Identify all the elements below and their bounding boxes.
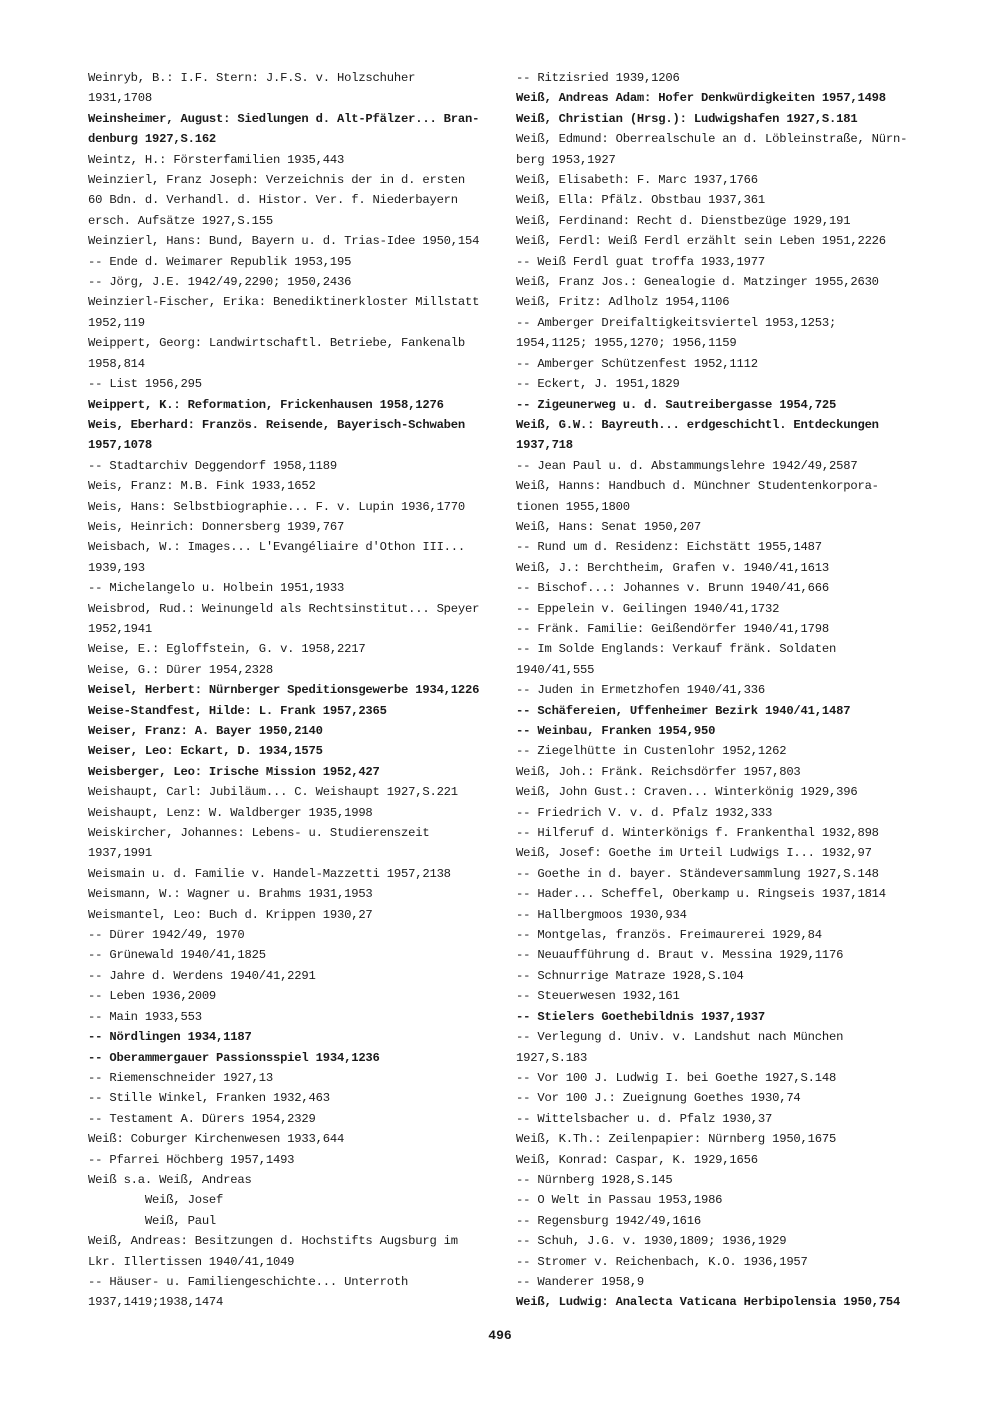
entry-line: -- Stielers Goethebildnis 1937,1937 <box>516 1009 765 1024</box>
entry-line: -- Amberger Schützenfest 1952,1112 <box>516 356 758 371</box>
entry-line: -- O Welt in Passau 1953,1986 <box>516 1193 723 1208</box>
entry-line: -- Bischof...: Johannes v. Brunn 1940/41,666 <box>516 581 830 596</box>
entry-line: Weis, Heinrich: Donnersberg 1939,767 <box>88 519 345 534</box>
index-entry <box>516 1068 936 1088</box>
index-entry <box>88 170 500 231</box>
index-entry <box>516 1109 936 1129</box>
entry-continuation-line: 1937,1991 <box>88 846 153 861</box>
entry-line: -- Im Solde Englands: Verkauf fränk. Soldaten <box>516 642 837 657</box>
index-entry <box>88 292 500 333</box>
entry-line: Weishaupt, Lenz: W. Waldberger 1935,1998 <box>88 805 373 820</box>
index-entry <box>516 374 936 394</box>
index-entry <box>88 395 500 415</box>
entry-line: Weiser, Franz: A. Bayer 1950,2140 <box>88 724 323 738</box>
entry-continuation-line: berg 1953,1927 <box>516 152 616 167</box>
right-column <box>516 68 936 1313</box>
entry-line: Weisbach, W.: Images... L'Evangéliaire d'Othon III... <box>88 540 466 555</box>
index-entry <box>516 1231 936 1251</box>
entry-line: Weippert, K.: Reformation, Frickenhausen 1958,1276 <box>88 397 444 412</box>
index-entry <box>516 578 936 598</box>
entry-line: -- Vor 100 J. Ludwig I. bei Goethe 1927,S.148 <box>516 1070 837 1085</box>
entry-line: -- Nürnberg 1928,S.145 <box>516 1172 673 1187</box>
index-entry <box>516 129 936 170</box>
index-entry <box>516 1007 936 1027</box>
entry-continuation-line: 1939,193 <box>88 560 145 575</box>
index-entry <box>516 1211 936 1231</box>
entry-line: Weiß, Christian (Hrsg.): Ludwigshafen 1927,S.181 <box>516 111 858 126</box>
index-entry <box>88 415 500 456</box>
index-entry <box>88 660 500 680</box>
index-entry <box>516 88 936 108</box>
entry-continuation-line: 1931,1708 <box>88 91 153 106</box>
entry-line: -- Weinbau, Franken 1954,950 <box>516 724 716 738</box>
index-entry <box>516 558 936 578</box>
index-entry <box>88 150 500 170</box>
index-entry <box>516 803 936 823</box>
index-entry <box>516 1129 936 1149</box>
index-entry <box>88 864 500 884</box>
entry-line: -- Verlegung d. Univ. v. Landshut nach München <box>516 1030 844 1045</box>
entry-line: Weise, G.: Dürer 1954,2328 <box>88 662 273 677</box>
entry-continuation-line: 1927,S.183 <box>516 1050 588 1065</box>
entry-line: -- Weiß Ferdl guat troffa 1933,1977 <box>516 254 765 269</box>
index-entry <box>88 476 500 496</box>
index-entry <box>516 680 936 700</box>
entry-line: Weiß: Coburger Kirchenwesen 1933,644 <box>88 1132 345 1147</box>
entry-line: -- Ritzisried 1939,1206 <box>516 71 680 85</box>
index-entry <box>88 803 500 823</box>
index-entry <box>516 1190 936 1210</box>
index-entry <box>88 1170 500 1231</box>
index-entry <box>88 109 500 150</box>
index-entry <box>516 456 936 476</box>
index-entry <box>516 884 936 904</box>
entry-line: -- Stromer v. Reichenbach, K.O. 1936,1957 <box>516 1254 808 1269</box>
index-entry <box>88 1088 500 1108</box>
index-entry <box>516 864 936 884</box>
entry-line: -- Testament A. Dürers 1954,2329 <box>88 1111 316 1126</box>
index-entry <box>88 497 500 517</box>
index-entry <box>88 721 500 741</box>
entry-line: Weiß, Ferdinand: Recht d. Dienstbezüge 1929,191 <box>516 213 851 228</box>
index-entry <box>88 762 500 782</box>
entry-line: Weiß, Ferdl: Weiß Ferdl erzählt sein Leben 1951,2226 <box>516 234 886 249</box>
index-entry <box>88 252 500 272</box>
index-entry <box>516 741 936 761</box>
entry-line: -- Grünewald 1940/41,1825 <box>88 948 266 963</box>
entry-line: -- Vor 100 J.: Zueignung Goethes 1930,74 <box>516 1091 801 1106</box>
index-entry <box>88 333 500 374</box>
index-entry <box>516 272 936 292</box>
entry-line: -- Stadtarchiv Deggendorf 1958,1189 <box>88 458 337 473</box>
index-entry <box>516 1170 936 1190</box>
index-entry <box>88 823 500 864</box>
index-entry <box>516 1272 936 1292</box>
entry-line: Weinzierl-Fischer, Erika: Benediktinerkloster Millstatt <box>88 295 480 310</box>
entry-line: Weiß, Andreas Adam: Hofer Denkwürdigkeiten 1957,1498 <box>516 91 886 106</box>
index-entry <box>516 966 936 986</box>
entry-line: Weiß, G.W.: Bayreuth... erdgeschichtl. Entdeckungen <box>516 417 879 432</box>
index-entry <box>88 701 500 721</box>
entry-line: -- Neuaufführung d. Braut v. Messina 1929,1176 <box>516 948 844 963</box>
index-entry <box>516 782 936 802</box>
index-entry <box>516 190 936 210</box>
entry-line: Weise-Standfest, Hilde: L. Frank 1957,2365 <box>88 703 387 718</box>
entry-line: Weismantel, Leo: Buch d. Krippen 1930,27 <box>88 907 373 922</box>
entry-line: -- Rund um d. Residenz: Eichstätt 1955,1487 <box>516 540 822 555</box>
entry-continuation-line: Weiß, Josef <box>88 1193 224 1208</box>
index-entry <box>516 905 936 925</box>
entry-continuation-line: 60 Bdn. d. Verhandl. d. Histor. Ver. f. Niederbayern <box>88 193 458 208</box>
index-entry <box>88 456 500 476</box>
entry-line: Weiß, K.Th.: Zeilenpapier: Nürnberg 1950,1675 <box>516 1132 837 1147</box>
entry-line: -- Friedrich V. v. d. Pfalz 1932,333 <box>516 805 773 820</box>
entry-line: Weismain u. d. Familie v. Handel-Mazzetti 1957,2138 <box>88 866 451 881</box>
entry-line: -- Leben 1936,2009 <box>88 989 217 1004</box>
index-entry <box>88 1048 500 1068</box>
index-entry <box>88 68 500 109</box>
index-entry <box>516 109 936 129</box>
entry-line: Weiß, Andreas: Besitzungen d. Hochstifts Augsburg im <box>88 1234 458 1249</box>
entry-line: Weiß, Ella: Pfälz. Obstbau 1937,361 <box>516 193 765 208</box>
index-entry <box>88 272 500 292</box>
index-entry <box>516 231 936 251</box>
entry-line: Weismann, W.: Wagner u. Brahms 1931,1953 <box>88 887 373 902</box>
entry-line: -- Pfarrei Höchberg 1957,1493 <box>88 1152 295 1167</box>
index-entry <box>516 925 936 945</box>
index-entry <box>516 945 936 965</box>
entry-continuation-line: 1940/41,555 <box>516 662 595 677</box>
entry-line: Weisberger, Leo: Irische Mission 1952,427 <box>88 764 380 779</box>
entry-continuation-line: 1952,119 <box>88 315 145 330</box>
entry-line: Weis, Franz: M.B. Fink 1933,1652 <box>88 479 316 494</box>
index-entry <box>88 884 500 904</box>
index-entry <box>88 905 500 925</box>
index-entry <box>516 762 936 782</box>
index-entry <box>88 782 500 802</box>
entry-line: -- Oberammergauer Passionsspiel 1934,1236 <box>88 1050 380 1065</box>
entry-line: Weiß, Fritz: Adlholz 1954,1106 <box>516 295 730 310</box>
entry-line: -- Wanderer 1958,9 <box>516 1274 645 1289</box>
index-entry <box>88 517 500 537</box>
index-entry <box>516 639 936 680</box>
entry-continuation-line: tionen 1955,1800 <box>516 499 630 514</box>
index-entry <box>516 619 936 639</box>
entry-line: -- Jahre d. Werdens 1940/41,2291 <box>88 968 316 983</box>
index-entry <box>88 374 500 394</box>
entry-line: -- Nördlingen 1934,1187 <box>88 1030 252 1045</box>
index-entry <box>88 966 500 986</box>
entry-line: -- Eckert, J. 1951,1829 <box>516 377 680 392</box>
entry-line: Weiß, Hans: Senat 1950,207 <box>516 519 701 534</box>
index-entry <box>516 68 936 88</box>
entry-line: -- Zigeunerweg u. d. Sautreibergasse 1954,725 <box>516 397 837 412</box>
index-entry <box>516 701 936 721</box>
entry-line: Weinsheimer, August: Siedlungen d. Alt-Pfälzer... Bran- <box>88 111 480 126</box>
index-entry <box>516 211 936 231</box>
index-entry <box>516 823 936 843</box>
left-column <box>88 68 500 1313</box>
index-entry <box>516 986 936 1006</box>
index-entry <box>88 1129 500 1149</box>
index-entry <box>516 170 936 190</box>
entry-continuation-line: 1937,718 <box>516 438 573 453</box>
index-entry <box>516 415 936 456</box>
index-entry <box>88 1109 500 1129</box>
index-entry <box>88 986 500 1006</box>
entry-line: Weis, Hans: Selbstbiographie... F. v. Lupin 1936,1770 <box>88 499 466 514</box>
entry-line: -- Montgelas, französ. Freimaurerei 1929,84 <box>516 928 822 943</box>
index-entry <box>88 1027 500 1047</box>
entry-continuation-line: 1954,1125; 1955,1270; 1956,1159 <box>516 336 737 351</box>
index-entry <box>516 721 936 741</box>
entry-continuation-line: ersch. Aufsätze 1927,S.155 <box>88 213 273 228</box>
entry-line: Weiß, Konrad: Caspar, K. 1929,1656 <box>516 1152 758 1167</box>
entry-line: Weiß, John Gust.: Craven... Winterkönig 1929,396 <box>516 785 858 800</box>
entry-line: Weiß, Hanns: Handbuch d. Münchner Studentenkorpora- <box>516 479 879 494</box>
entry-continuation-line: denburg 1927,S.162 <box>88 132 217 147</box>
index-entry <box>516 252 936 272</box>
index-entry <box>88 231 500 251</box>
index-entry <box>88 537 500 578</box>
entry-line: Weinryb, B.: I.F. Stern: J.F.S. v. Holzschuher <box>88 71 416 85</box>
index-entry <box>88 1068 500 1088</box>
page-number: 496 <box>488 1328 512 1343</box>
index-entry <box>88 1231 500 1272</box>
entry-line: Weiß, Elisabeth: F. Marc 1937,1766 <box>516 173 758 188</box>
index-entry <box>88 1150 500 1170</box>
entry-line: -- Dürer 1942/49, 1970 <box>88 928 245 943</box>
index-entry <box>516 313 936 354</box>
index-entry <box>516 354 936 374</box>
entry-line: -- Hilferuf d. Winterkönigs f. Frankenthal 1932,898 <box>516 826 879 841</box>
entry-line: -- Stille Winkel, Franken 1932,463 <box>88 1091 330 1106</box>
entry-line: -- Amberger Dreifaltigkeitsviertel 1953,1253; <box>516 315 837 330</box>
entry-continuation-line: 1952,1941 <box>88 621 153 636</box>
index-entry <box>88 680 500 700</box>
entry-line: Weiser, Leo: Eckart, D. 1934,1575 <box>88 744 323 759</box>
entry-line: Weise, E.: Egloffstein, G. v. 1958,2217 <box>88 642 366 657</box>
entry-line: -- List 1956,295 <box>88 377 202 392</box>
entry-line: -- Hader... Scheffel, Oberkamp u. Ringseis 1937,1814 <box>516 887 886 902</box>
entry-line: Weis, Eberhard: Französ. Reisende, Bayerisch-Schwaben <box>88 417 466 432</box>
entry-line: Weiß, Edmund: Oberrealschule an d. Löbleinstraße, Nürn- <box>516 132 908 147</box>
index-entry <box>88 639 500 659</box>
entry-line: -- Schäfereien, Uffenheimer Bezirk 1940/41,1487 <box>516 703 851 718</box>
index-entry <box>516 292 936 312</box>
entry-line: Weiß, Ludwig: Analecta Vaticana Herbipolensia 1950,754 <box>516 1295 901 1310</box>
entry-continuation-line: 1958,814 <box>88 356 145 371</box>
entry-line: -- Ziegelhütte in Custenlohr 1952,1262 <box>516 744 787 759</box>
index-entry <box>516 1150 936 1170</box>
entry-line: -- Schuh, J.G. v. 1930,1809; 1936,1929 <box>516 1234 787 1249</box>
entry-line: Weiß, Franz Jos.: Genealogie d. Matzinger 1955,2630 <box>516 275 879 290</box>
index-entry <box>516 395 936 415</box>
index-entry <box>516 517 936 537</box>
entry-line: -- Steuerwesen 1932,161 <box>516 989 680 1004</box>
entry-line: -- Riemenschneider 1927,13 <box>88 1070 273 1085</box>
index-entry <box>88 1272 500 1313</box>
entry-line: -- Goethe in d. bayer. Ständeversammlung 1927,S.148 <box>516 866 879 881</box>
entry-line: -- Hallbergmoos 1930,934 <box>516 907 687 922</box>
entry-line: -- Jörg, J.E. 1942/49,2290; 1950,2436 <box>88 275 352 290</box>
index-entry <box>516 1088 936 1108</box>
entry-continuation-line: Weiß, Paul <box>88 1213 217 1228</box>
entry-line: Weippert, Georg: Landwirtschaftl. Betriebe, Fankenalb <box>88 336 466 351</box>
index-entry <box>516 476 936 517</box>
index-entry <box>516 537 936 557</box>
index-entry <box>516 843 936 863</box>
entry-line: Weintz, H.: Försterfamilien 1935,443 <box>88 152 345 167</box>
entry-line: Weiß, Josef: Goethe im Urteil Ludwigs I... 1932,97 <box>516 846 872 861</box>
index-entry <box>516 1292 936 1312</box>
index-entry <box>88 1007 500 1027</box>
entry-line: Weinzierl, Franz Joseph: Verzeichnis der in d. ersten <box>88 173 466 188</box>
entry-line: -- Wittelsbacher u. d. Pfalz 1930,37 <box>516 1111 773 1126</box>
entry-continuation-line: 1957,1078 <box>88 438 153 453</box>
index-entry <box>88 925 500 945</box>
index-entry <box>516 1252 936 1272</box>
index-entry <box>88 741 500 761</box>
index-entry <box>88 599 500 640</box>
entry-line: -- Schnurrige Matraze 1928,S.104 <box>516 968 744 983</box>
entry-line: Weisbrod, Rud.: Weinungeld als Rechtsinstitut... Speyer <box>88 601 480 616</box>
entry-line: Weishaupt, Carl: Jubiläum... C. Weishaupt 1927,S.221 <box>88 785 458 800</box>
entry-line: -- Eppelein v. Geilingen 1940/41,1732 <box>516 601 780 616</box>
entry-line: Weinzierl, Hans: Bund, Bayern u. d. Trias-Idee 1950,154 <box>88 234 480 249</box>
index-entry <box>516 1027 936 1068</box>
entry-line: Weiß, J.: Berchtheim, Grafen v. 1940/41,1613 <box>516 560 830 575</box>
entry-line: -- Ende d. Weimarer Republik 1953,195 <box>88 254 352 269</box>
index-entry <box>88 945 500 965</box>
index-entry <box>516 599 936 619</box>
entry-line: Weisel, Herbert: Nürnberger Speditionsgewerbe 1934,1226 <box>88 683 480 698</box>
entry-line: Weiskircher, Johannes: Lebens- u. Studierenszeit <box>88 826 430 841</box>
entry-continuation-line: 1937,1419;1938,1474 <box>88 1295 224 1310</box>
entry-line: -- Regensburg 1942/49,1616 <box>516 1213 701 1228</box>
entry-line: Weiß s.a. Weiß, Andreas <box>88 1172 252 1187</box>
entry-continuation-line: Lkr. Illertissen 1940/41,1049 <box>88 1254 295 1269</box>
index-entry <box>88 578 500 598</box>
entry-line: -- Main 1933,553 <box>88 1009 202 1024</box>
entry-line: -- Michelangelo u. Holbein 1951,1933 <box>88 581 345 596</box>
entry-line: -- Fränk. Familie: Geißendörfer 1940/41,1798 <box>516 621 830 636</box>
entry-line: Weiß, Joh.: Fränk. Reichsdörfer 1957,803 <box>516 764 801 779</box>
entry-line: -- Häuser- u. Familiengeschichte... Unterroth <box>88 1274 409 1289</box>
entry-line: -- Juden in Ermetzhofen 1940/41,336 <box>516 683 765 698</box>
entry-line: -- Jean Paul u. d. Abstammungslehre 1942/49,2587 <box>516 458 858 473</box>
